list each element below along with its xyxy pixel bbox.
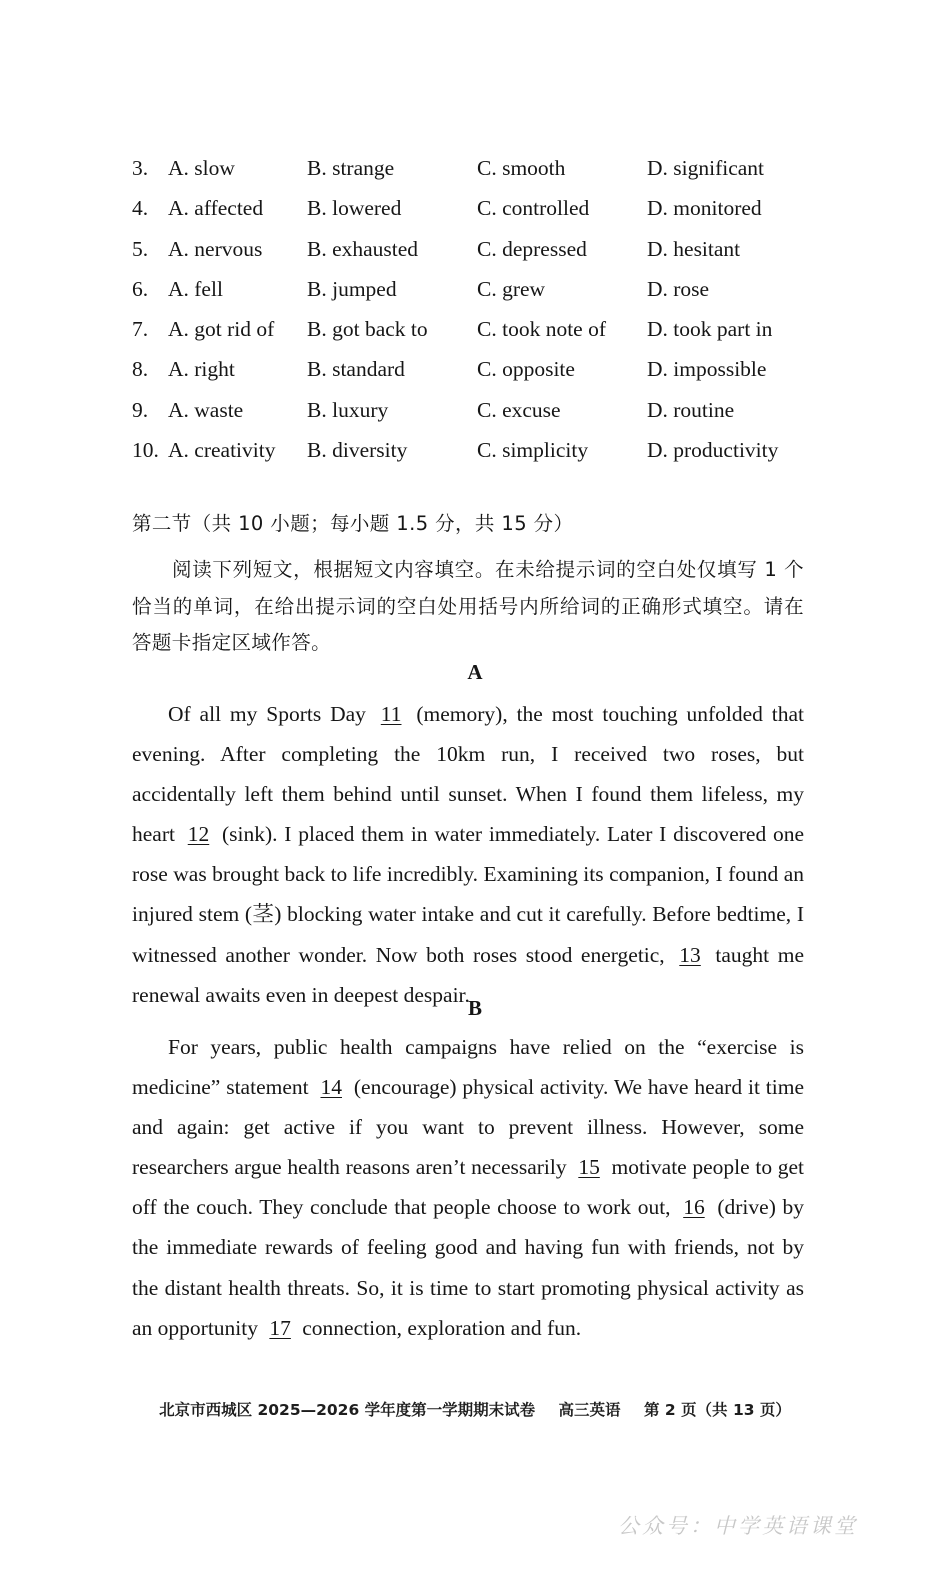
question-number: 4. (132, 196, 149, 221)
passage-text: motivate people to get off the couch. They conclude that people choose to work out, (132, 1155, 805, 1220)
option-d: D. hesitant (647, 236, 741, 261)
passage-text: (encourage) physical activity. We have heard it time and again: get active if you want to prevent illness. However, some researchers argue health reasons aren’t necessarily (132, 1075, 805, 1180)
blank-13: 13 (679, 942, 701, 967)
option-c: C. controlled (477, 196, 590, 221)
option-row-7 (132, 309, 832, 349)
footer-exam-title: 北京市西城区 2025—2026 学年度第一学期期末试卷 (159, 1401, 536, 1419)
option-b: B. lowered (307, 196, 402, 221)
option-d: D. monitored (647, 196, 762, 221)
question-number: 3. (132, 156, 149, 180)
option-row-8 (132, 349, 832, 389)
option-d: D. routine (647, 397, 735, 422)
option-a: A. right (168, 357, 235, 382)
option-a: A. fell (168, 276, 223, 301)
passage-text: Of all my Sports Day (168, 702, 366, 726)
blank-12: 12 (187, 822, 210, 847)
option-a: A. affected (168, 196, 264, 221)
option-row-5 (132, 229, 832, 269)
question-number: 10. (132, 438, 159, 463)
option-b: B. standard (307, 357, 405, 382)
option-row-4 (132, 188, 832, 228)
option-d: D. impossible (647, 357, 767, 382)
option-b: B. got back to (307, 317, 428, 342)
question-number: 9. (132, 397, 149, 422)
passage-text: (drive) by the immediate rewards of feeling good and having fun with friends, not by the distant health threats. So, it is time to start promoting physical activity as an opportunity (132, 1195, 805, 1340)
question-number: 7. (132, 317, 149, 342)
option-row-9 (132, 390, 832, 430)
option-c: C. simplicity (477, 438, 589, 463)
option-c: C. grew (477, 276, 546, 301)
option-c: C. opposite (477, 357, 575, 382)
option-b: B. strange (307, 156, 395, 180)
passage-b-heading: B (467, 996, 482, 1020)
blank-16: 16 (683, 1195, 705, 1220)
options-table (132, 148, 832, 470)
option-row-3 (132, 148, 832, 188)
option-c: C. smooth (477, 156, 566, 180)
option-a: A. nervous (168, 236, 263, 261)
option-a: A. got rid of (168, 317, 275, 342)
passage-text: (sink). I placed them in water immediately. Later I discovered one rose was brought back to life incredibly. Examining its companion, I found an injured stem (茎) blocking water intake and cut it carefully. Before bedtime, I witnessed another wonder. Now both roses stood energetic, (132, 822, 805, 967)
option-d: D. took part in (647, 317, 773, 342)
passage-a (132, 694, 804, 1015)
section-title: 第二节（共 10 小题；每小题 1.5 分，共 15 分） (132, 512, 574, 535)
option-c: C. depressed (477, 236, 587, 261)
option-b: B. diversity (307, 438, 408, 463)
question-number: 5. (132, 236, 149, 261)
section-instructions: 阅读下列短文，根据短文内容填空。在未给提示词的空白处仅填写 1 个恰当的单词，在给出提示词的空白处用括号内所给词的正确形式填空。请在答题卡指定区域作答。 (132, 558, 804, 654)
passage-text: taught me renewal awaits even in deepest despair. (132, 942, 805, 1007)
option-c: C. excuse (477, 397, 561, 422)
option-b: B. jumped (307, 276, 397, 301)
question-number: 6. (132, 276, 149, 301)
option-a: A. slow (168, 156, 235, 180)
option-b: B. luxury (307, 397, 389, 422)
option-row-10 (132, 430, 832, 470)
blank-14: 14 (320, 1075, 342, 1100)
footer-page-number: 第 2 页（共 13 页） (643, 1401, 791, 1419)
passage-text: connection, exploration and fun. (302, 1315, 582, 1340)
option-b: B. exhausted (307, 236, 419, 261)
question-number: 8. (132, 357, 149, 382)
page-footer (0, 1398, 950, 1420)
option-d: D. significant (647, 156, 765, 180)
blank-15: 15 (578, 1155, 600, 1180)
option-row-6 (132, 269, 832, 309)
option-d: D. rose (647, 276, 710, 301)
passage-text: For years, public health campaigns have relied on the “exercise is medicine” statement (132, 1035, 804, 1100)
passage-a-heading: A (467, 660, 483, 684)
watermark: 公众号：中学英语课堂 (618, 1514, 858, 1538)
passage-text: (memory), the most touching unfolded that evening. After completing the 10km run, I received two roses, but accidentally left them behind until sunset. When I found them lifeless, my heart (132, 702, 805, 847)
footer-subject: 高三英语 (558, 1401, 621, 1419)
option-d: D. productivity (647, 438, 779, 463)
blank-11: 11 (380, 702, 402, 726)
blank-17: 17 (269, 1315, 291, 1340)
passage-b (132, 1027, 804, 1348)
option-c: C. took note of (477, 317, 606, 342)
option-a: A. waste (168, 397, 244, 422)
option-a: A. creativity (168, 438, 276, 463)
